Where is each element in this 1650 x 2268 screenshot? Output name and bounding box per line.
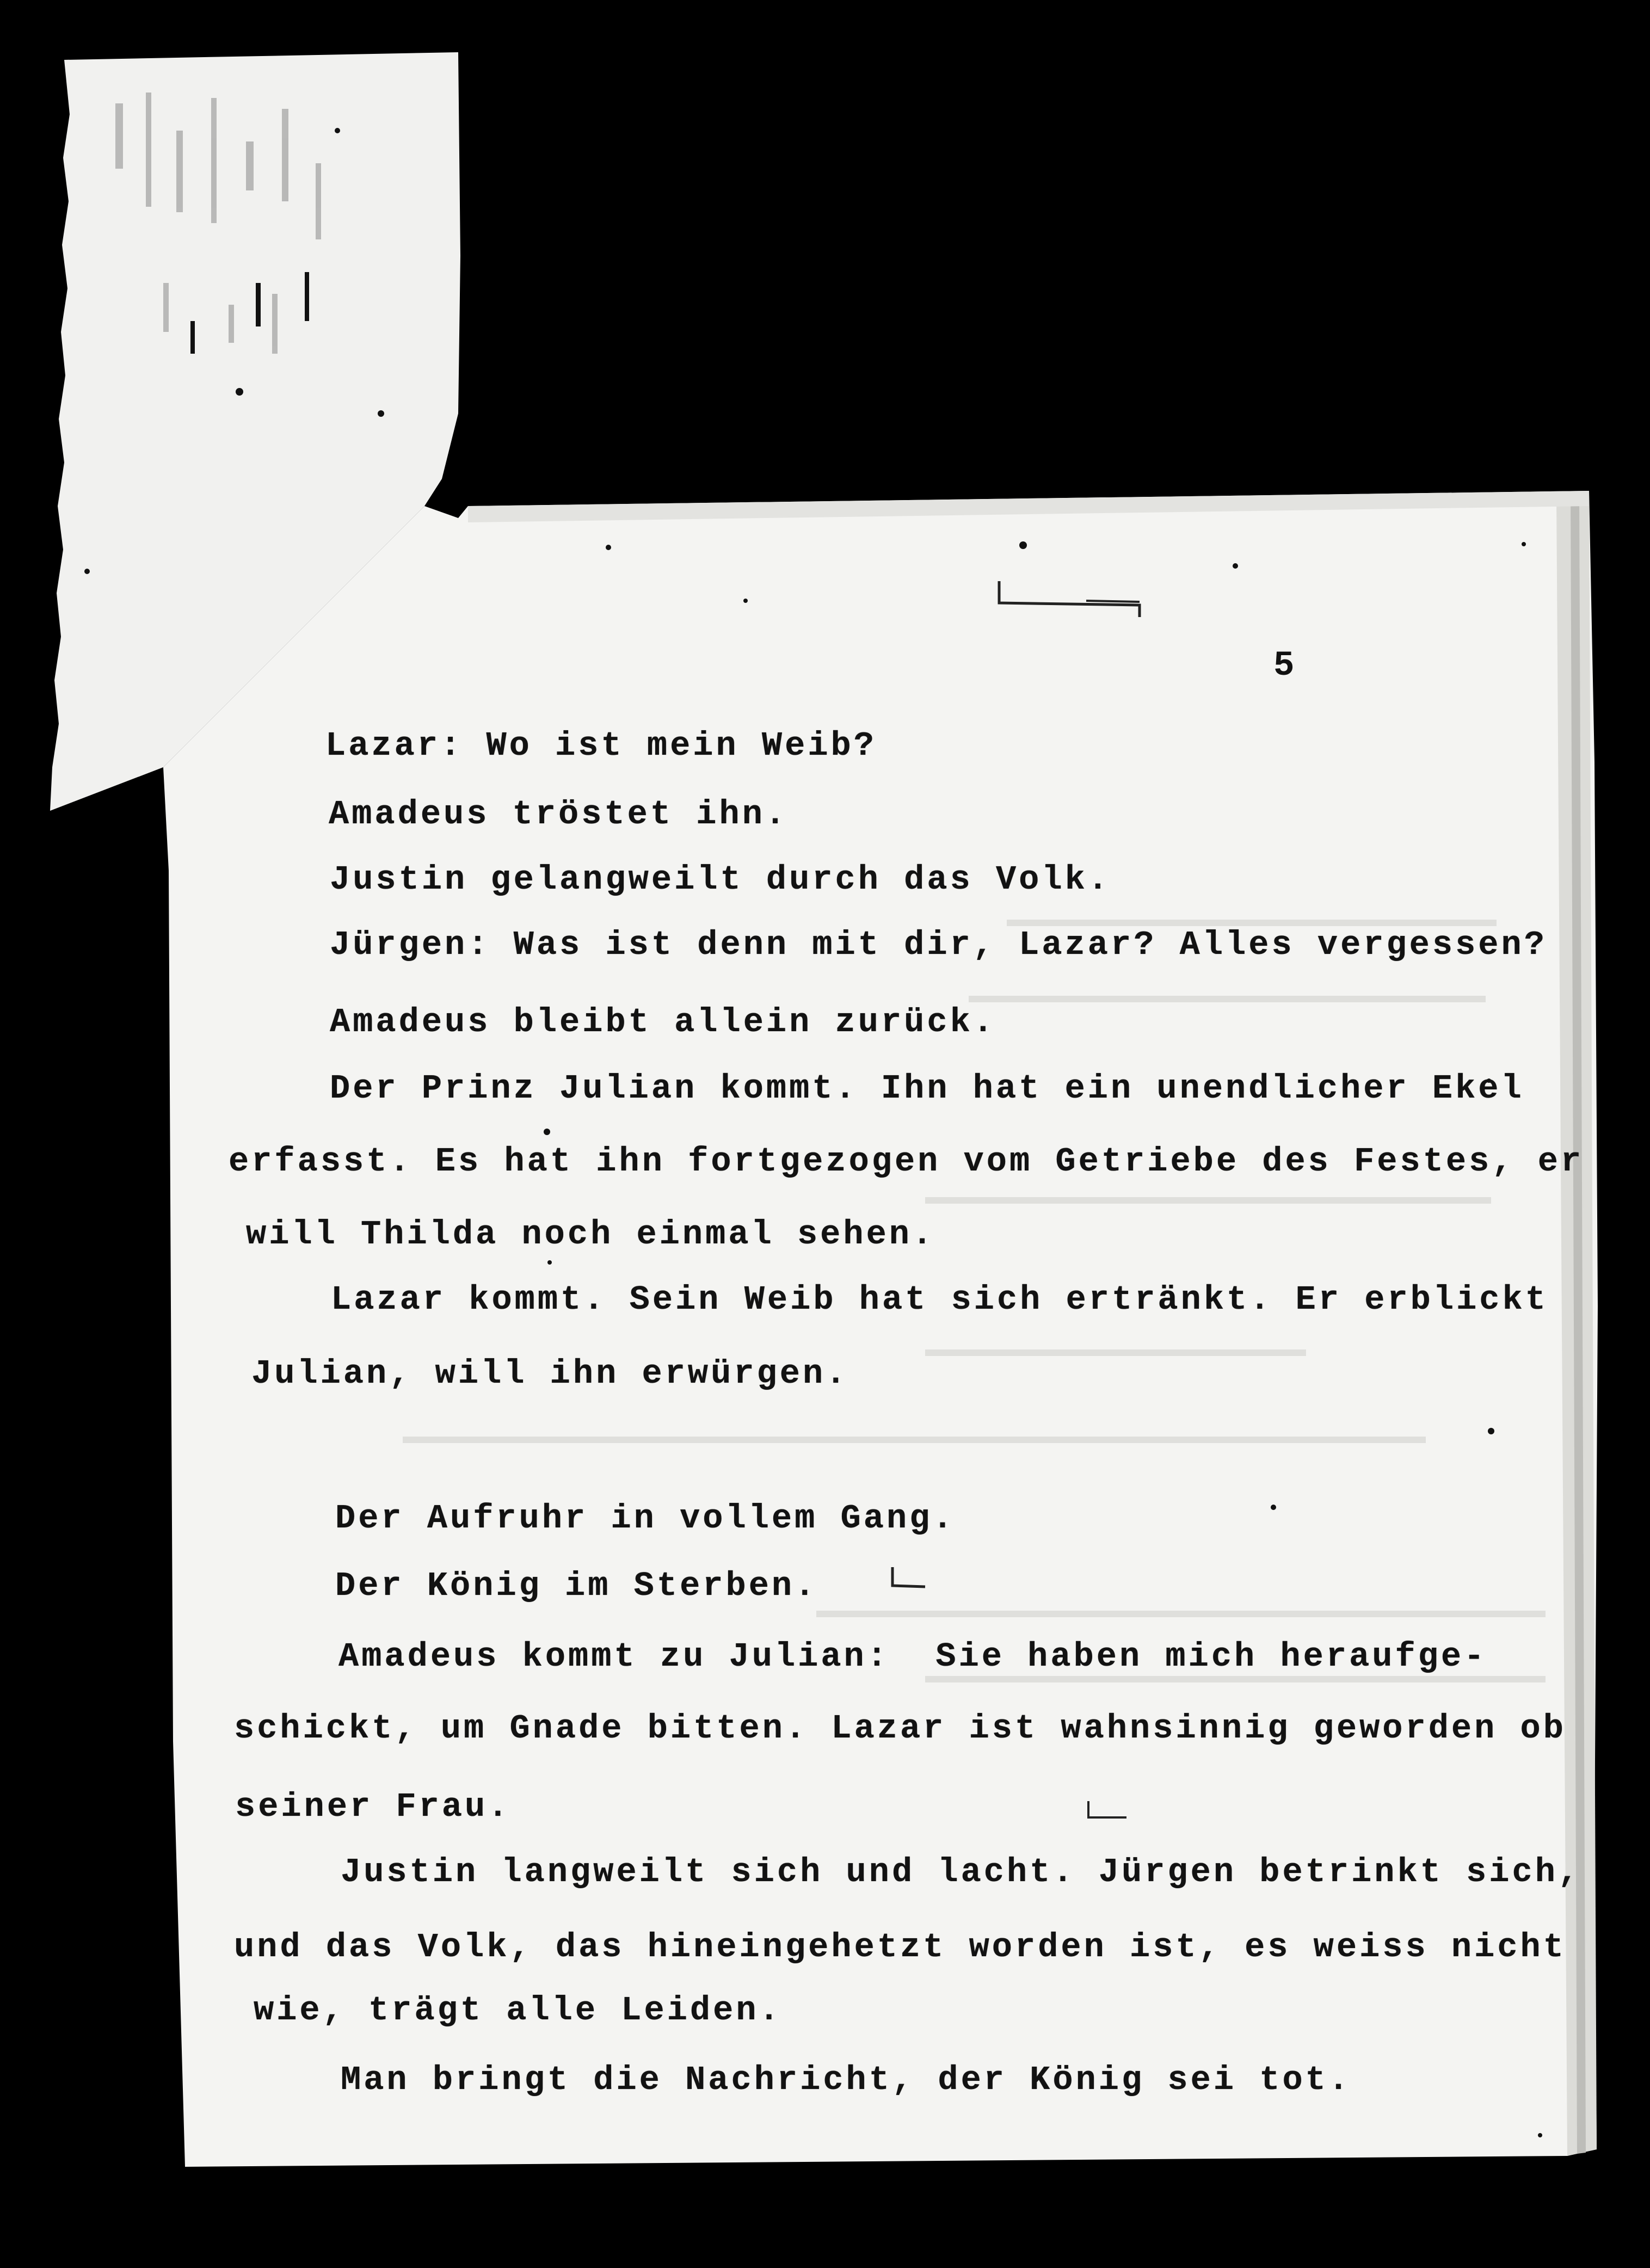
text-line: seiner Frau. <box>235 1788 511 1826</box>
text-line: Jürgen: Was ist denn mit dir, Lazar? Alles vergessen? <box>330 926 1547 964</box>
text-line: wie, trägt alle Leiden. <box>254 1991 782 2030</box>
text-line: Der König im Sterben. <box>335 1567 818 1605</box>
text-line: Lazar: Wo ist mein Weib? <box>325 726 877 765</box>
text-line: Amadeus bleibt allein zurück. <box>330 1003 996 1041</box>
text-line: und das Volk, das hineingehetzt worden ist, es weiss nicht <box>234 1928 1566 1967</box>
text-line: Der Prinz Julian kommt. Ihn hat ein unendlicher Ekel <box>330 1069 1524 1108</box>
text-line: Justin gelangweilt durch das Volk. <box>330 860 1111 899</box>
text-line: will Thilda noch einmal sehen. <box>246 1215 935 1254</box>
text-line: Man bringt die Nachricht, der König sei tot. <box>341 2061 1352 2099</box>
text-line: schickt, um Gnade bitten. Lazar ist wahnsinnig geworden ob <box>234 1709 1566 1748</box>
text-line: Lazar kommt. Sein Weib hat sich ertränkt. Er erblickt <box>331 1280 1548 1319</box>
text-line: erfasst. Es hat ihn fortgezogen vom Getriebe des Festes, er <box>229 1142 1584 1181</box>
text-line: Amadeus kommt zu Julian: Sie haben mich heraufge- <box>338 1637 1487 1676</box>
page-number: 5 <box>1273 646 1296 686</box>
text-line: Julian, will ihn erwürgen. <box>251 1354 849 1393</box>
dust-speck <box>9 1766 14 1772</box>
text-line: Der Aufruhr in vollem Gang. <box>335 1499 956 1538</box>
text-line: Justin langweilt sich und lacht. Jürgen betrinkt sich, <box>341 1853 1581 1891</box>
text-line: Amadeus tröstet ihn. <box>329 795 789 834</box>
